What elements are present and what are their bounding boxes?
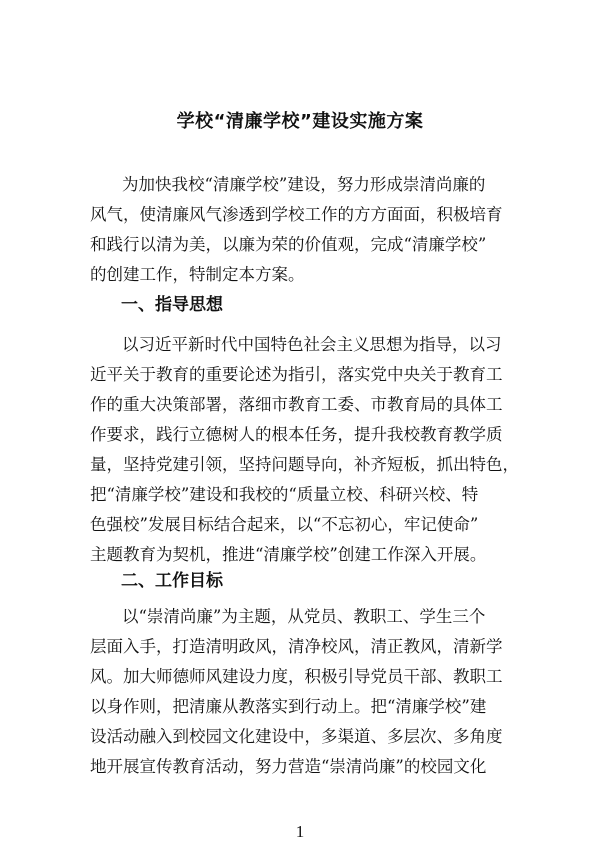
section1-line-7: 色强校”发展目标结合起来，以“不忘初心，牢记使命”	[90, 515, 479, 534]
document-title: 学校“清廉学校”建设实施方案	[176, 111, 424, 132]
intro-line-1: 为加快我校“清廉学校”建设，努力形成崇清尚廉的	[122, 175, 486, 194]
section2-line-5: 设活动融入到校园文化建设中，多渠道、多层次、多角度	[90, 727, 503, 746]
section1-line-4: 作要求，践行立德树人的根本任务，提升我校教育教学质	[90, 425, 503, 444]
section-heading-guiding-ideology: 一、指导思想	[121, 295, 223, 315]
intro-line-4: 的创建工作，特制定本方案。	[90, 265, 305, 284]
section2-line-3: 风。加大师德师风建设力度，积极引导党员干部、教职工	[90, 667, 503, 686]
section-heading-work-goals: 二、工作目标	[121, 571, 223, 591]
section2-line-1: 以“崇清尚廉”为主题，从党员、教职工、学生三个	[122, 607, 486, 626]
section2-line-2: 层面入手，打造清明政风，清净校风，清正教风，清新学	[90, 637, 503, 656]
section1-line-5: 量，坚持党建引领，坚持问题导向，补齐短板，抓出特色，	[90, 455, 519, 474]
section2-line-6: 地开展宣传教育活动，努力营造“崇清尚廉”的校园文化	[90, 757, 487, 776]
intro-line-2: 风气，使清廉风气渗透到学校工作的方方面面，积极培育	[90, 205, 503, 224]
intro-line-3: 和践行以清为美，以廉为荣的价值观，完成“清廉学校”	[90, 235, 487, 254]
section1-line-1: 以习近平新时代中国特色社会主义思想为指导，以习	[122, 335, 502, 354]
section2-line-4: 以身作则，把清廉从教落实到行动上。把“清廉学校”建	[90, 697, 487, 716]
page-number: 1	[295, 822, 305, 841]
section1-line-8: 主题教育为契机，推进“清廉学校”创建工作深入开展。	[90, 545, 487, 564]
section1-line-6: 把“清廉学校”建设和我校的“质量立校、科研兴校、特	[90, 485, 479, 504]
section1-line-3: 作的重大决策部署，落细市教育工委、市教育局的具体工	[90, 395, 503, 414]
section1-line-2: 近平关于教育的重要论述为指引，落实党中央关于教育工	[90, 365, 503, 384]
